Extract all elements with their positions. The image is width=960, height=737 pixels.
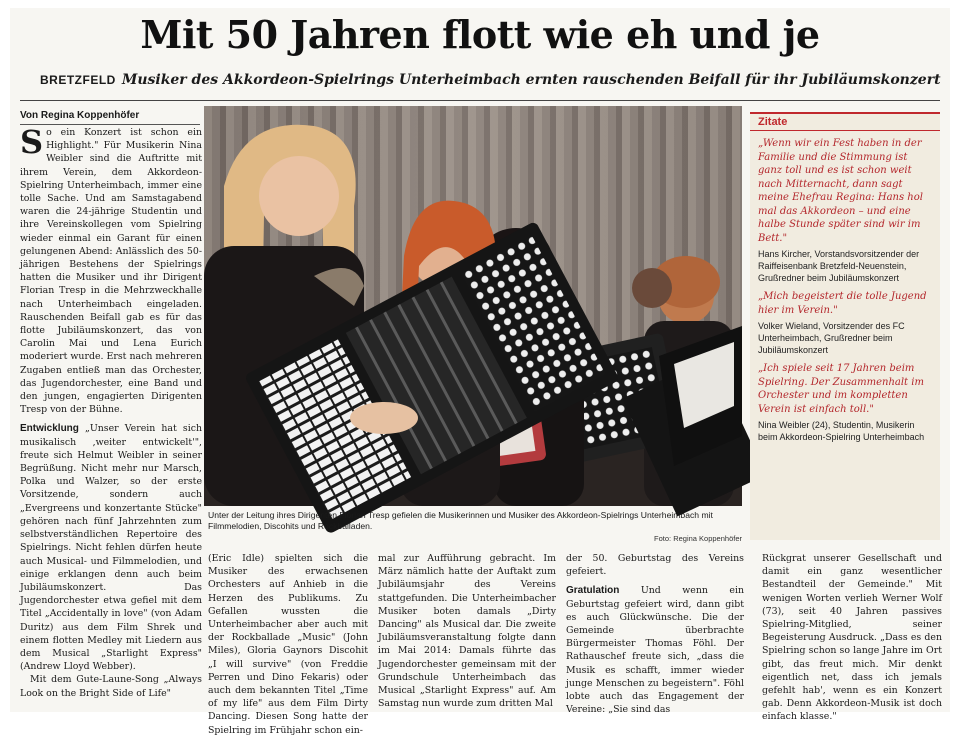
article-column-1 bbox=[20, 123, 202, 706]
quotes-heading: Zitate bbox=[750, 114, 940, 131]
quote-2: „Mich begeistert die tolle Jugend hier im Verein." bbox=[758, 291, 927, 316]
subheadline bbox=[40, 72, 941, 88]
article-column-2: (Eric Idle) spielten sich die Musiker des erwachsenen Orchesters auf Anhieb in die Herzen des Publikums. Zu Gefallen wussten die Unterheimbacher aber auch mit der Rockballade „Music" (John Miles), Gloria Gaynors Discohit „I will survive" (von Freddie Perren und Dino Fekaris) oder auch dem bekannten Titel „Time of my life" aus dem Film Dirty Dancing. Diesen Song hatte der Spielring im Frühjahr schon ein- bbox=[208, 553, 368, 736]
quote-2-attribution: Volker Wieland, Vorsitzender des FC Unterheimbach, Grußredner beim Jubiläumskonzert bbox=[758, 321, 905, 355]
intro-text: o ein Konzert ist schon ein Highlight." Für Musikerin Nina Weibler sind die Auftritte mit ihrem Verein, dem Akkordeon-Spielring Unterheimbach, immer eine tolle Sache. Und am Samstagabend waren die 24-jährige Studentin und ihre Vereinskollegen vom Spielring wieder einmal ein Garant für einen gelungenen Abend: Anlässlich des 50-jährigen Bestehens der Spielrings hatten die Musiker und ihr Dirigent Florian Tresp in die Mehrzweckhalle nach Unterheimbach eingeladen. Rauschenden Beifall gab es für das flotte Jubiläumskonzert, das von Carolin Mai und Lena Eurich moderiert wurde. Erst nach mehreren Zugaben entließ man das Orchester, das Jugendorchester, eine Band und den jungen, engagierten Dirigenten Tresp von der Bühne. bbox=[20, 127, 202, 416]
quotes-box bbox=[750, 112, 940, 540]
deck-text: Musiker des Akkordeon-Spielrings Unterheimbach ernten rauschenden Beifall für ihr Jubiläumskonzert bbox=[121, 72, 941, 88]
quote-1: „Wenn wir ein Fest haben in der Familie und die Stimmung ist ganz toll und es ist schon weit nach Mitternacht, dann sagt meine Ehefrau Regina: Hans hol mal das Akkordeon – und eine halbe Stunde später sind wir im Bett." bbox=[758, 138, 923, 244]
quote-3: „Ich spiele seit 17 Jahren beim Spielring. Der Zusammenhalt im Orchester und im kompletten Verein ist einfach toll." bbox=[758, 363, 924, 415]
concert-photo bbox=[204, 106, 742, 506]
col1-closing-paragraph: Mit dem Gute-Laune-Song „Always Look on the Bright Side of Life" bbox=[20, 674, 202, 699]
entwicklung-paragraph bbox=[20, 422, 202, 673]
gratulation-text: Und wenn ein Geburtstag gefeiert wird, dann gibt es auch Glückwünsche. Die der Gemeinde überbrachte Bürgermeister Thomas Föhl. Der Rathauschef freute sich, „dass die Musik es schafft, immer wieder junge Menschen zu begeistern". Föhl lobte auch das Engagement der Vereine: „Sie sind das bbox=[566, 585, 744, 716]
dateline-location: BRETZFELD bbox=[40, 73, 116, 87]
drop-cap: S bbox=[20, 123, 44, 161]
photo-caption: Unter der Leitung ihres Dirigenten Florian Tresp gefielen die Musikerinnen und Musiker des Akkordeon-Spielrings Unterheimbach mit Filmmelodien, Discohits und Rockballaden. bbox=[208, 510, 713, 531]
entwicklung-text: „Unser Verein hat sich musikalisch ,weiter entwickelt'", freute sich Helmut Weibler in seiner Begrüßung. Nicht mehr nur Marsch, Polka und Walzer, so der erste Vorsitzende, sondern auch „Evergreens und konzertante Stücke" gehören nach fünf Jahrzehnten zum selbstverständlichen Repertoire des Spielrings. Nicht fehlen dürfen heute auch Musical- und Filmmelodien, und einige erklangen denn auch beim Jubiläumskonzert. Das Jugendorchester etwa gefiel mit dem Titel „Accidentally in love" (von Adam Duritz) aus dem Film Shrek und einem flotten Medley mit Liedern aus dem Musical „Starlight Express" (Andrew Lloyd Webber). bbox=[20, 423, 202, 673]
article-column-3: mal zur Aufführung gebracht. Im März nämlich hatte der Auftakt zum Jubiläumsjahr des Vereins stattgefunden. Die Unterheimbacher Musiker boten damals „Dirty Dancing" als Musical dar. Die zweite Jubiläumsveranstaltung folgte dann im Mai 2014: Damals führte das Jugendorchester gemeinsam mit der Grundschule Unterheimbach das Musical „Starlight Express" auf. Am Samstag nun wurde zum dritten Mal bbox=[378, 553, 556, 710]
kicker-gratulation: Gratulation bbox=[566, 585, 620, 597]
intro-paragraph bbox=[20, 123, 202, 416]
accordion-players-illustration bbox=[204, 106, 742, 506]
top-rule bbox=[20, 100, 940, 101]
newspaper-page bbox=[10, 8, 950, 736]
quote-1-attribution: Hans Kircher, Vorstandsvorsitzender der Raiffeisenbank Bretzfeld-Neuenstein, Grußredner beim Jubiläumskonzert bbox=[758, 249, 920, 283]
article-column-5: Rückgrat unserer Gesellschaft und damit ein ganz wesentlicher Bestandteil der Gemeinde." Mit wenigen Worten verlieh Werner Wolf (73), seit 40 Jahren passives Spielring-Mitglied, seiner Begeisterung Ausdruck. „Dass es den Spielring schon so lange Jahre im Ort gibt, das freut mich. Mir denkt eigentlich net, dass ich jemals gefehlt hab', wenn es ein Konzert gab. Denn Akkordeon-Musik ist doch einfach klasse." bbox=[762, 553, 942, 723]
byline: Von Regina Koppenhöfer bbox=[20, 110, 200, 125]
quote-3-attribution: Nina Weibler (24), Studentin, Musikerin beim Akkordeon-Spielring Unterheimbach bbox=[758, 420, 925, 442]
headline: Mit 50 Jahren flott wie eh und je bbox=[140, 12, 820, 57]
photo-credit: Foto: Regina Koppenhöfer bbox=[654, 534, 742, 543]
kicker-entwicklung: Entwicklung bbox=[20, 423, 79, 435]
article-column-4 bbox=[566, 552, 744, 716]
gratulation-paragraph bbox=[566, 584, 744, 716]
col4-opening: der 50. Geburtstag des Vereins gefeiert. bbox=[566, 553, 744, 578]
